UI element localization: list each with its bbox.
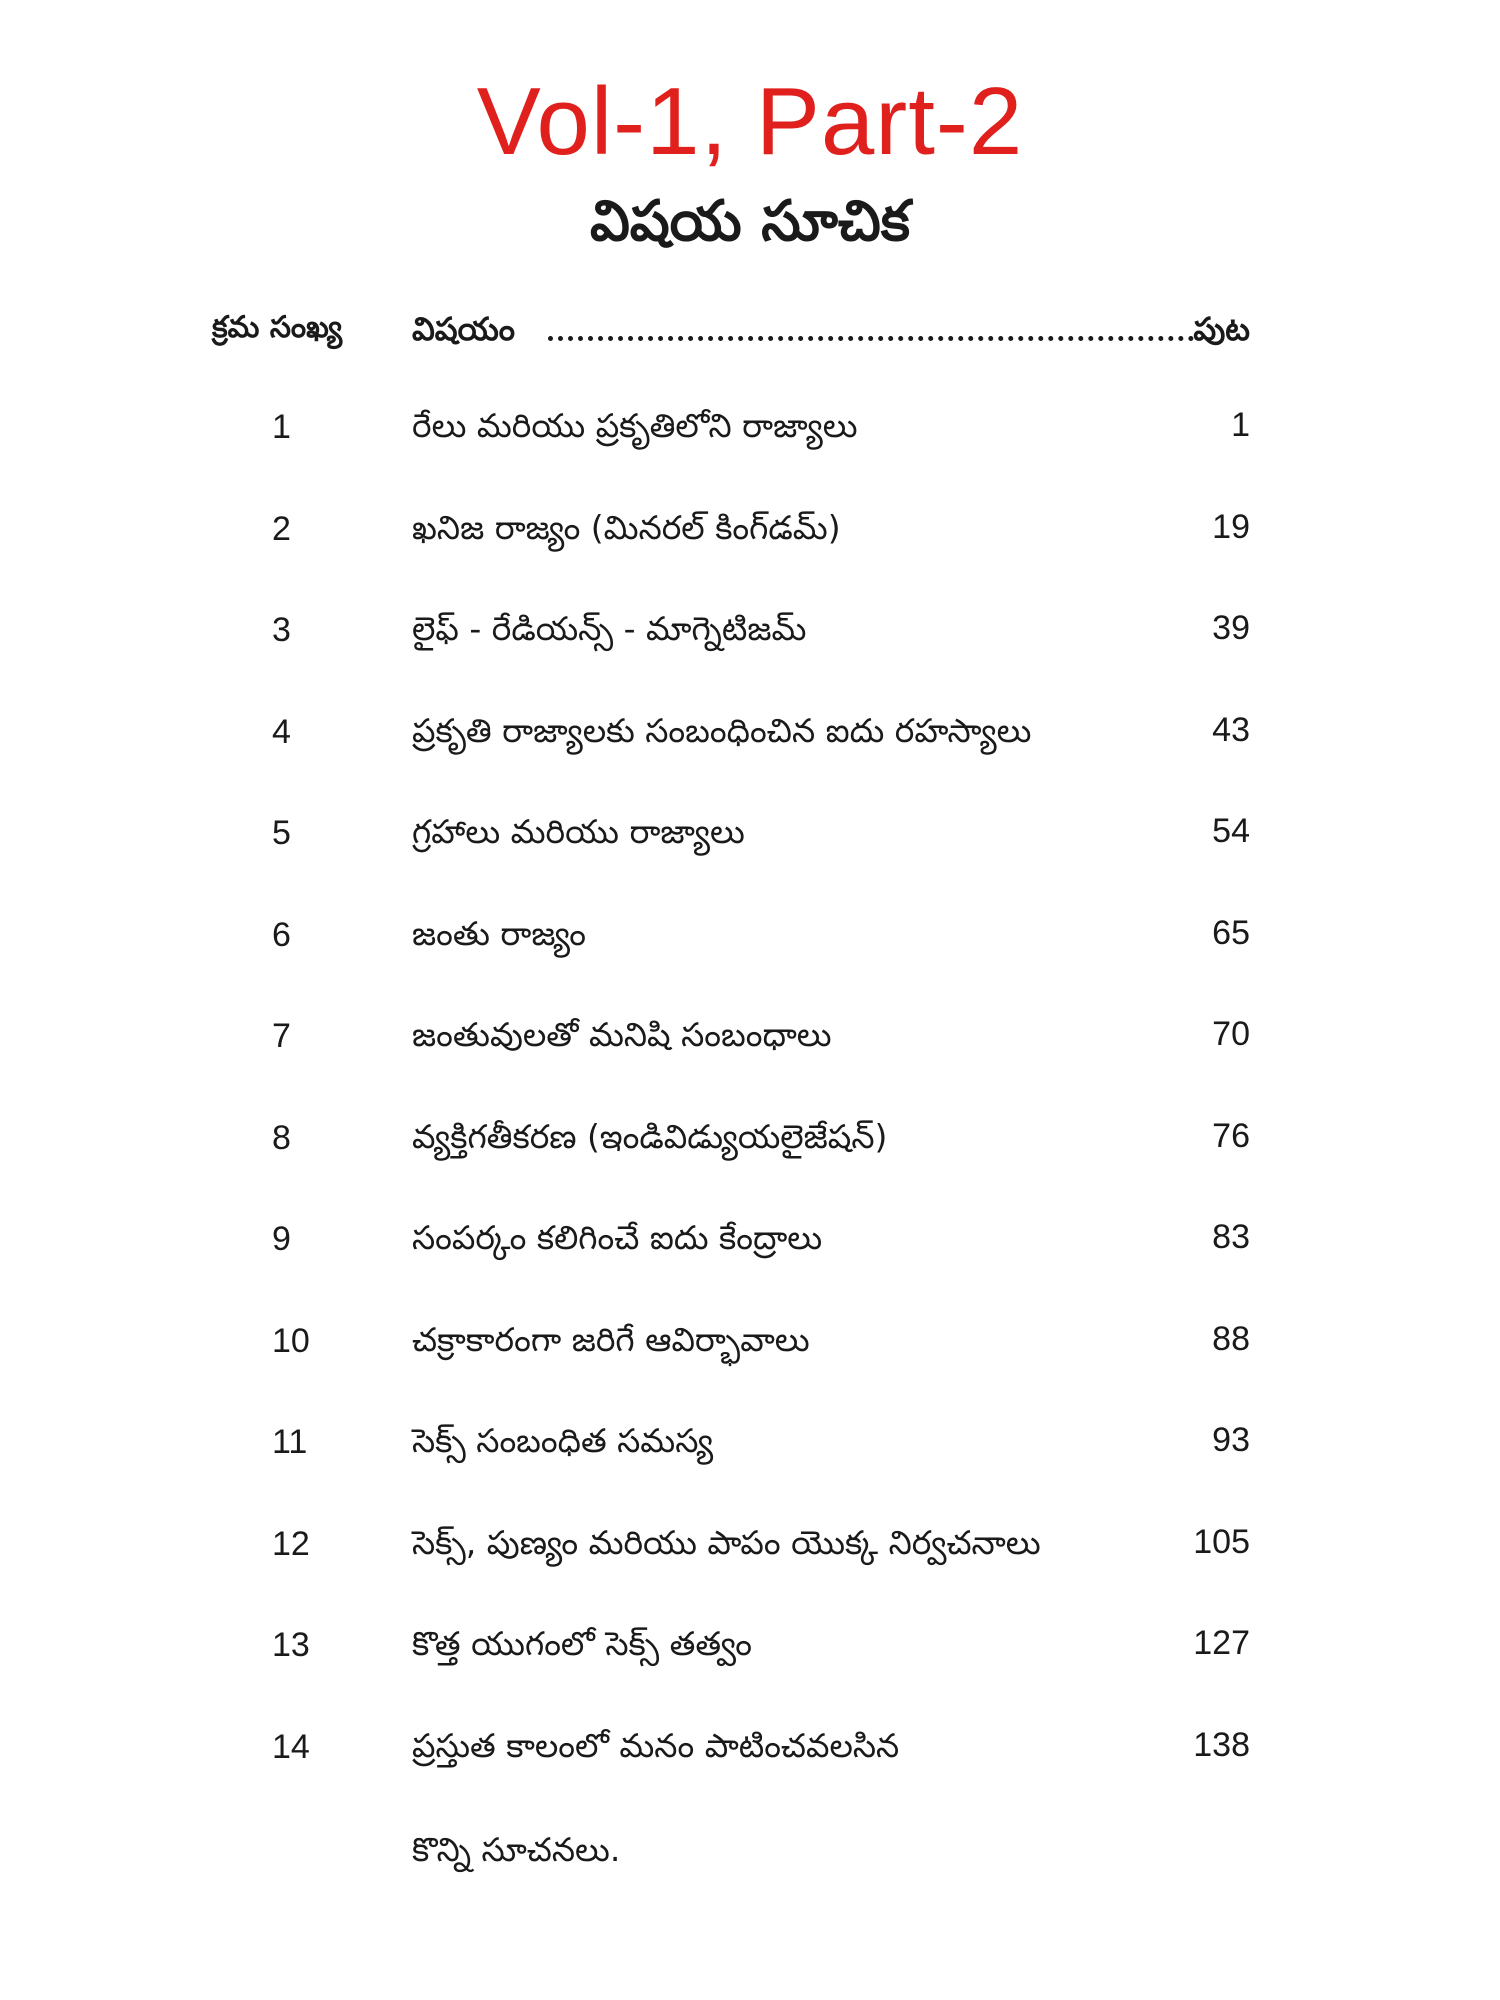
toc-list — [212, 398, 1262, 1819]
entry-page: 105 — [1193, 1522, 1250, 1561]
entry-page: 70 — [1212, 1015, 1250, 1053]
toc-entry — [212, 703, 1262, 805]
entry-number: 4 — [272, 712, 291, 751]
toc-entry — [212, 804, 1262, 906]
entry-number: 13 — [272, 1626, 310, 1664]
entry-title: చక్రాకారంగా జరిగే ఆవిర్భావాలు — [412, 1319, 810, 1359]
entry-title: లైఫ్ - రేడియన్స్ - మాగ్నెటిజమ్ — [412, 609, 807, 648]
entry-number: 2 — [272, 509, 291, 548]
toc-entry — [212, 906, 1262, 1008]
entry-number: 9 — [272, 1220, 291, 1258]
entry-title: ప్రకృతి రాజ్యాలకు సంబంధించిన ఐదు రహస్యాలు — [412, 710, 1032, 750]
entry-page: 43 — [1212, 710, 1250, 749]
entry-title: సంపర్కం కలిగించే ఐదు కేంద్రాలు — [412, 1218, 823, 1257]
entry-number: 11 — [272, 1423, 308, 1461]
entry-page: 93 — [1212, 1421, 1250, 1459]
entry-number: 6 — [272, 915, 291, 954]
column-number-label: క్రమ సంఖ్య — [212, 310, 343, 345]
toc-entry — [212, 1515, 1262, 1617]
toc-entry — [212, 601, 1262, 703]
column-page-label: పుట — [1193, 310, 1250, 348]
entry-title: ప్రస్తుత కాలంలో మనం పాటించవలసిన — [412, 1725, 900, 1765]
toc-entry — [212, 1109, 1262, 1211]
entry-page: 65 — [1212, 913, 1250, 952]
toc-title: విషయ సూచిక — [589, 189, 911, 254]
entry-page: 19 — [1212, 507, 1250, 546]
toc-column-header — [212, 300, 1262, 356]
entry-page: 39 — [1212, 609, 1250, 647]
entry-number: 1 — [272, 408, 291, 446]
entry-title: జంతువులతో మనిషి సంబంధాలు — [412, 1015, 832, 1054]
entry-number: 5 — [272, 814, 291, 852]
entry-page: 127 — [1193, 1624, 1250, 1662]
entry-page: 138 — [1193, 1725, 1250, 1764]
entry-number: 8 — [272, 1118, 291, 1157]
column-topic-label: విషయం — [412, 310, 515, 348]
entry-number: 10 — [272, 1321, 310, 1360]
entry-title: కొత్త యుగంలో సెక్స్ తత్వం — [412, 1624, 752, 1663]
entry-title: జంతు రాజ్యం — [412, 913, 587, 953]
toc-entry — [212, 500, 1262, 602]
toc-entry — [212, 1210, 1262, 1312]
entry-title: గ్రహాలు మరియు రాజ్యాలు — [412, 812, 745, 851]
entry-number: 12 — [272, 1524, 310, 1563]
header-dot-leader — [548, 336, 1194, 341]
toc-entry — [212, 1007, 1262, 1109]
entry-title: వ్యక్తిగతీకరణ (ఇండివిడ్యుయలైజేషన్) — [412, 1116, 888, 1156]
toc-entry — [212, 398, 1262, 500]
entry-page: 1 — [1231, 406, 1250, 444]
entry-number: 14 — [272, 1727, 310, 1766]
entry-title-continuation: కొన్ని సూచనలు. — [412, 1830, 621, 1869]
entry-title: సెక్స్ సంబంధిత సమస్య — [412, 1421, 714, 1460]
entry-page: 76 — [1212, 1116, 1250, 1155]
entry-page: 54 — [1212, 812, 1250, 850]
entry-title: సెక్స్, పుణ్యం మరియు పాపం యొక్క నిర్వచనాలు — [412, 1522, 1041, 1562]
toc-entry — [212, 1413, 1262, 1515]
entry-title: ఖనిజ రాజ్యం (మినరల్ కింగ్‌డమ్) — [412, 507, 841, 547]
toc-entry — [212, 1718, 1262, 1820]
entry-number: 7 — [272, 1017, 291, 1055]
toc-entry — [212, 1616, 1262, 1718]
volume-title: Vol-1, Part-2 — [476, 68, 1024, 175]
entry-page: 83 — [1212, 1218, 1250, 1256]
entry-number: 3 — [272, 611, 291, 649]
entry-title: రేలు మరియు ప్రకృతిలోని రాజ్యాలు — [412, 406, 858, 445]
entry-page: 88 — [1212, 1319, 1250, 1358]
toc-entry — [212, 1312, 1262, 1414]
